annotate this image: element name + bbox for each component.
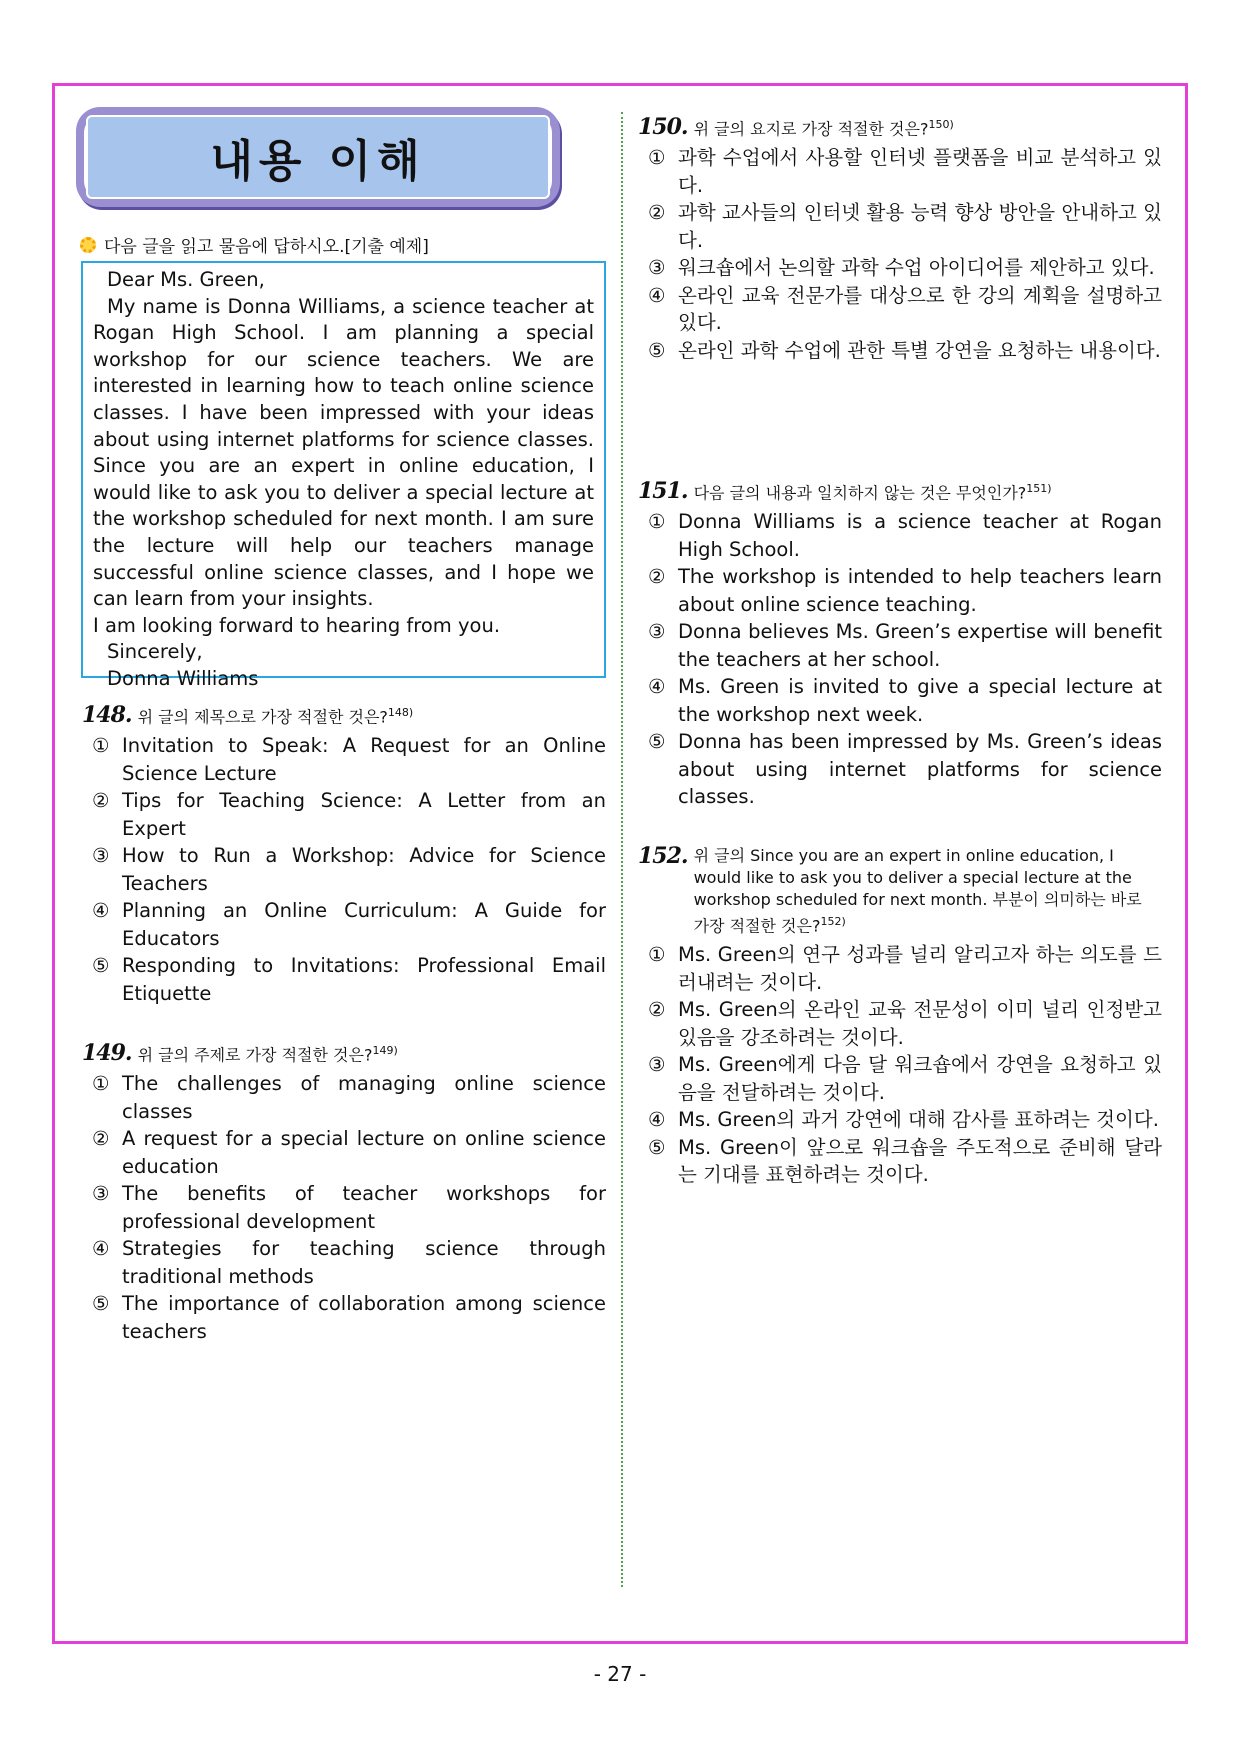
question-prompt: 다음 글의 내용과 일치하지 않는 것은 무엇인가?$^{151)}$: [693, 482, 1052, 503]
question-number: 150.: [638, 114, 688, 141]
option-3[interactable]: ③ How to Run a Workshop: Advice for Science Teachers: [92, 844, 606, 895]
footnote-ref: 148): [387, 706, 414, 719]
column-divider: [621, 112, 623, 1587]
instruction-text: 다음 글을 읽고 물음에 답하시오.[기출 예제]: [104, 237, 429, 257]
passage-greeting: Dear Ms. Green,: [107, 268, 265, 291]
option-1[interactable]: ① The challenges of managing online science classes: [92, 1072, 606, 1123]
question-150: [638, 114, 1162, 364]
option-1[interactable]: ① 과학 수업에서 사용할 인터넷 플랫폼을 비교 분석하고 있다.: [648, 146, 1162, 197]
footnote-ref: 151): [1026, 482, 1052, 495]
option-3[interactable]: ③ The benefits of teacher workshops for professional development: [92, 1182, 606, 1233]
option-3[interactable]: ③ Donna believes Ms. Green’s expertise will benefit the teachers at her school.: [648, 620, 1162, 671]
option-4[interactable]: ④ Strategies for teaching science through traditional methods: [92, 1237, 606, 1288]
title-banner: [76, 107, 560, 207]
footnote-ref: 150): [928, 118, 954, 131]
option-5[interactable]: ⑤ 온라인 과학 수업에 관한 특별 강연을 요청하는 내용이다.: [648, 338, 1161, 362]
option-1[interactable]: ① Invitation to Speak: A Request for an Online Science Lecture: [92, 734, 606, 785]
option-2[interactable]: ② Ms. Green의 온라인 교육 전문성이 이미 널리 인정받고 있음을 강조하려는 것이다.: [648, 998, 1162, 1049]
question-151: [638, 478, 1162, 811]
footnote-ref: 149): [372, 1044, 398, 1057]
passage-box: [81, 261, 606, 690]
option-5[interactable]: ⑤ Ms. Green이 앞으로 워크숍을 주도적으로 준비해 달라는 기대를 표현하려는 것이다.: [648, 1135, 1162, 1187]
option-5[interactable]: ⑤ Responding to Invitations: Professional Email Etiquette: [92, 954, 606, 1005]
option-4[interactable]: ④ Planning an Online Curriculum: A Guide for Educators: [92, 899, 606, 950]
question-152: [638, 845, 1162, 1189]
instruction: [80, 232, 429, 257]
question-prompt: 위 글의 Since you are an expert in online education, I would like to ask you to deliver a special lecture at the workshop scheduled for next month. 부분이 의미하는 바로 가장 적절한 것은?$^{152)}$: [693, 846, 1142, 936]
option-2[interactable]: ② 과학 교사들의 인터넷 활용 능력 향상 방안을 안내하고 있다.: [648, 201, 1162, 252]
question-number: 149.: [82, 1040, 132, 1067]
option-4[interactable]: ④ Ms. Green is invited to give a special lecture at the workshop next week.: [648, 675, 1162, 726]
passage-signature: Donna Williams: [107, 666, 259, 690]
question-number: 151.: [638, 478, 688, 505]
question-number: 148.: [82, 702, 132, 729]
question-149: [82, 1040, 606, 1345]
footnote-ref: 152): [820, 915, 846, 928]
option-1[interactable]: ① Donna Williams is a science teacher at Rogan High School.: [648, 510, 1162, 561]
flower-icon: [80, 237, 96, 253]
question-prompt: 위 글의 제목으로 가장 적절한 것은?$^{148)}$: [137, 706, 414, 727]
option-3[interactable]: ③ 워크숍에서 논의할 과학 수업 아이디어를 제안하고 있다.: [648, 256, 1155, 280]
option-5[interactable]: ⑤ The importance of collaboration among science teachers: [92, 1292, 606, 1343]
passage-last-line: I am looking forward to hearing from you.: [93, 613, 501, 637]
option-2[interactable]: ② Tips for Teaching Science: A Letter from an Expert: [92, 789, 606, 840]
question-prompt: 위 글의 주제로 가장 적절한 것은?$^{149)}$: [137, 1044, 398, 1065]
page-title: 내용 이해: [210, 136, 426, 187]
page-number: - 27 -: [593, 1662, 647, 1686]
option-2[interactable]: ② The workshop is intended to help teachers learn about online science teaching.: [648, 565, 1162, 616]
option-4[interactable]: ④ Ms. Green의 과거 강연에 대해 감사를 표하려는 것이다.: [648, 1108, 1159, 1132]
question-148: [82, 702, 606, 1007]
question-number: 152.: [638, 843, 688, 869]
option-3[interactable]: ③ Ms. Green에게 다음 달 워크숍에서 강연을 요청하고 있음을 전달하려는 것이다.: [648, 1053, 1162, 1104]
option-4[interactable]: ④ 온라인 교육 전문가를 대상으로 한 강의 계획을 설명하고 있다.: [648, 283, 1162, 335]
passage-body: My name is Donna Williams, a science teacher at Rogan High School. I am planning a special workshop for our science teachers. We are interested in learning how to teach online science classes. I have been impressed with your ideas about using internet platforms for science classes. Since you are an expert in online education, I would like to ask you to deliver a special lecture at the workshop scheduled for next month. I am sure the lecture will help our teachers manage successful online science classes, and I hope we can learn from your insights.: [93, 294, 594, 611]
option-1[interactable]: ① Ms. Green의 연구 성과를 널리 알리고자 하는 의도를 드러내려는 것이다.: [648, 943, 1162, 994]
question-prompt: 위 글의 요지로 가장 적절한 것은?$^{150)}$: [693, 118, 954, 139]
option-2[interactable]: ② A request for a special lecture on online science education: [92, 1127, 606, 1178]
passage-closing: Sincerely,: [107, 640, 203, 664]
title-banner-inner: [86, 115, 550, 199]
option-5[interactable]: ⑤ Donna has been impressed by Ms. Green’s ideas about using internet platforms for science classes.: [648, 730, 1162, 809]
